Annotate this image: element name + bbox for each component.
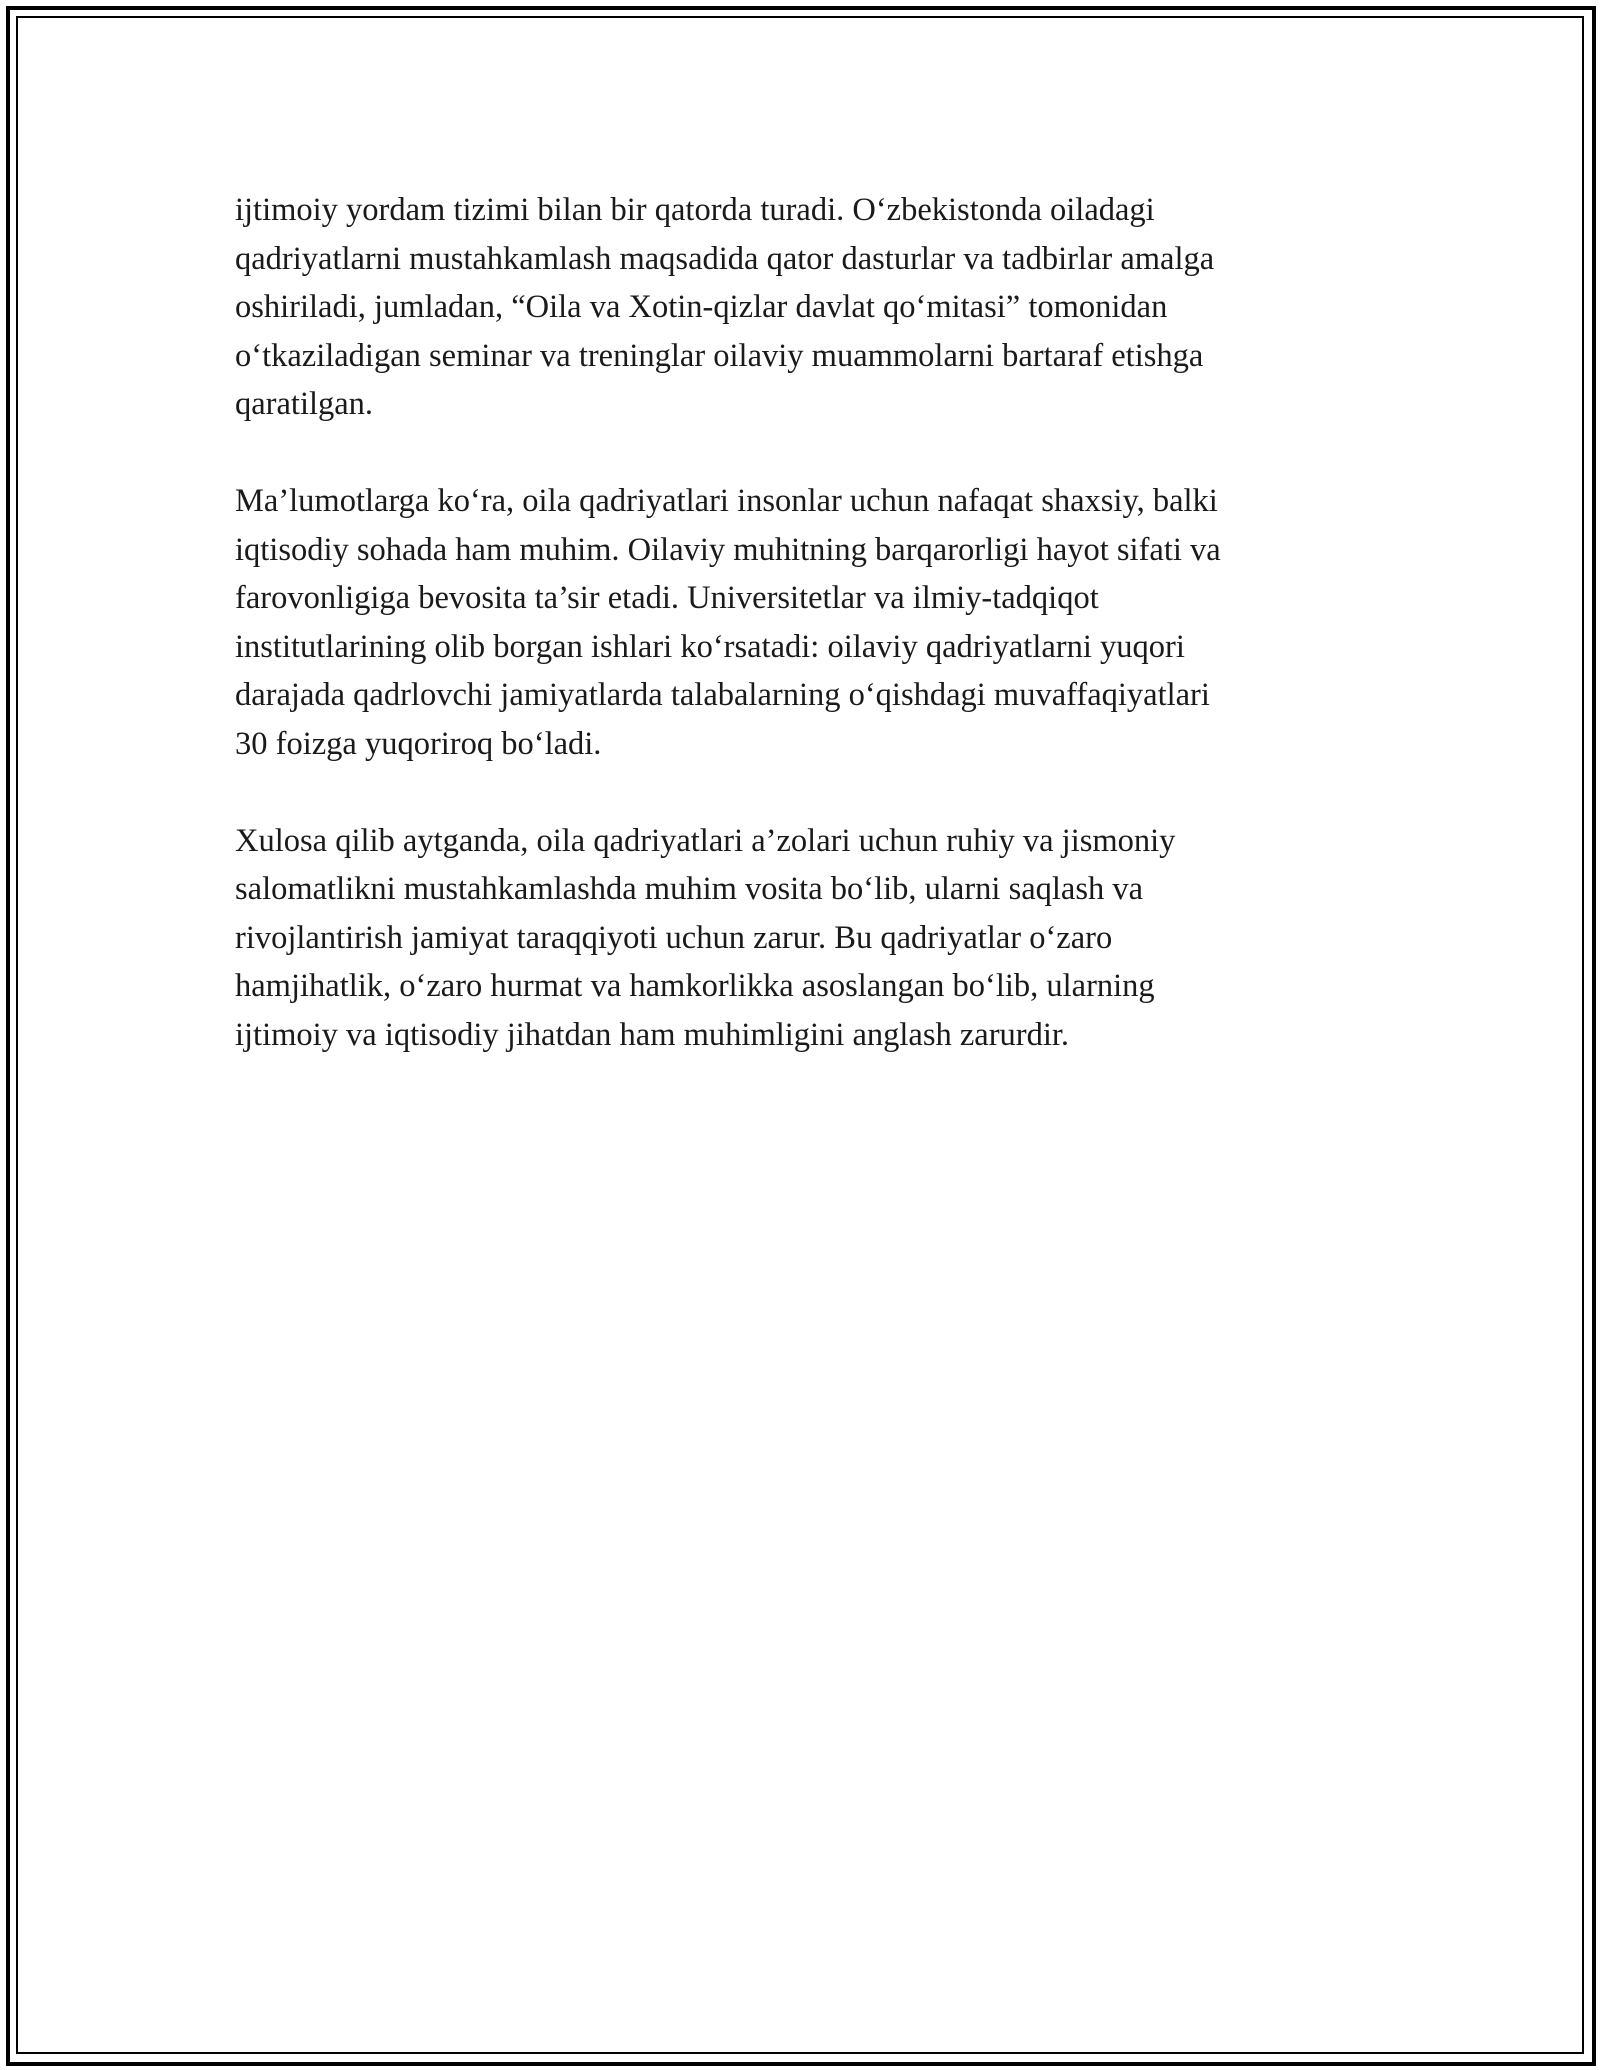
- document-body: [235, 186, 1355, 1108]
- paragraph-conclusion: Xulosa qilib aytganda, oila qadriyatlari a’zolari uchun ruhiy va jismoniy salomatlikni mustahkamlashda muhim vosita bo‘lib, ularni saqlash va rivojlantirish jamiyat taraqqiyoti uchun zarur. Bu qadriyatlar o‘zaro hamjihatlik, o‘zaro hurmat va hamkorlikka asoslangan bo‘lib, ularning ijtimoiy va iqtisodiy jihatdan ham muhimligini anglash zarurdir.: [235, 822, 1176, 1053]
- paragraph-social-support: ijtimoiy yordam tizimi bilan bir qatorda turadi. O‘zbekistonda oiladagi qadriyatlarni mustahkamlash maqsadida qator dasturlar va tadbirlar amalga oshiriladi, jumladan, “Oila va Xotin-qizlar davlat qo‘mitasi” tomonidan o‘tkaziladigan seminar va treninglar oilaviy muammolarni bartaraf etishga qaratilgan.: [235, 192, 1215, 422]
- paragraph-research-findings: Ma’lumotlarga ko‘ra, oila qadriyatlari insonlar uchun nafaqat shaxsiy, balki iqtisodiy sohada ham muhim. Oilaviy muhitning barqarorligi hayot sifati va farovonligiga bevosita ta’sir etadi. Universitetlar va ilmiy-tadqiqot institutlarining olib borgan ishlari ko‘rsatadi: oilaviy qadriyatlarni yuqori darajada qadrlovchi jamiyatlarda talabalarning o‘qishdagi muvaffaqiyatlari 30 foizga yuqoriroq bo‘ladi.: [235, 483, 1221, 762]
